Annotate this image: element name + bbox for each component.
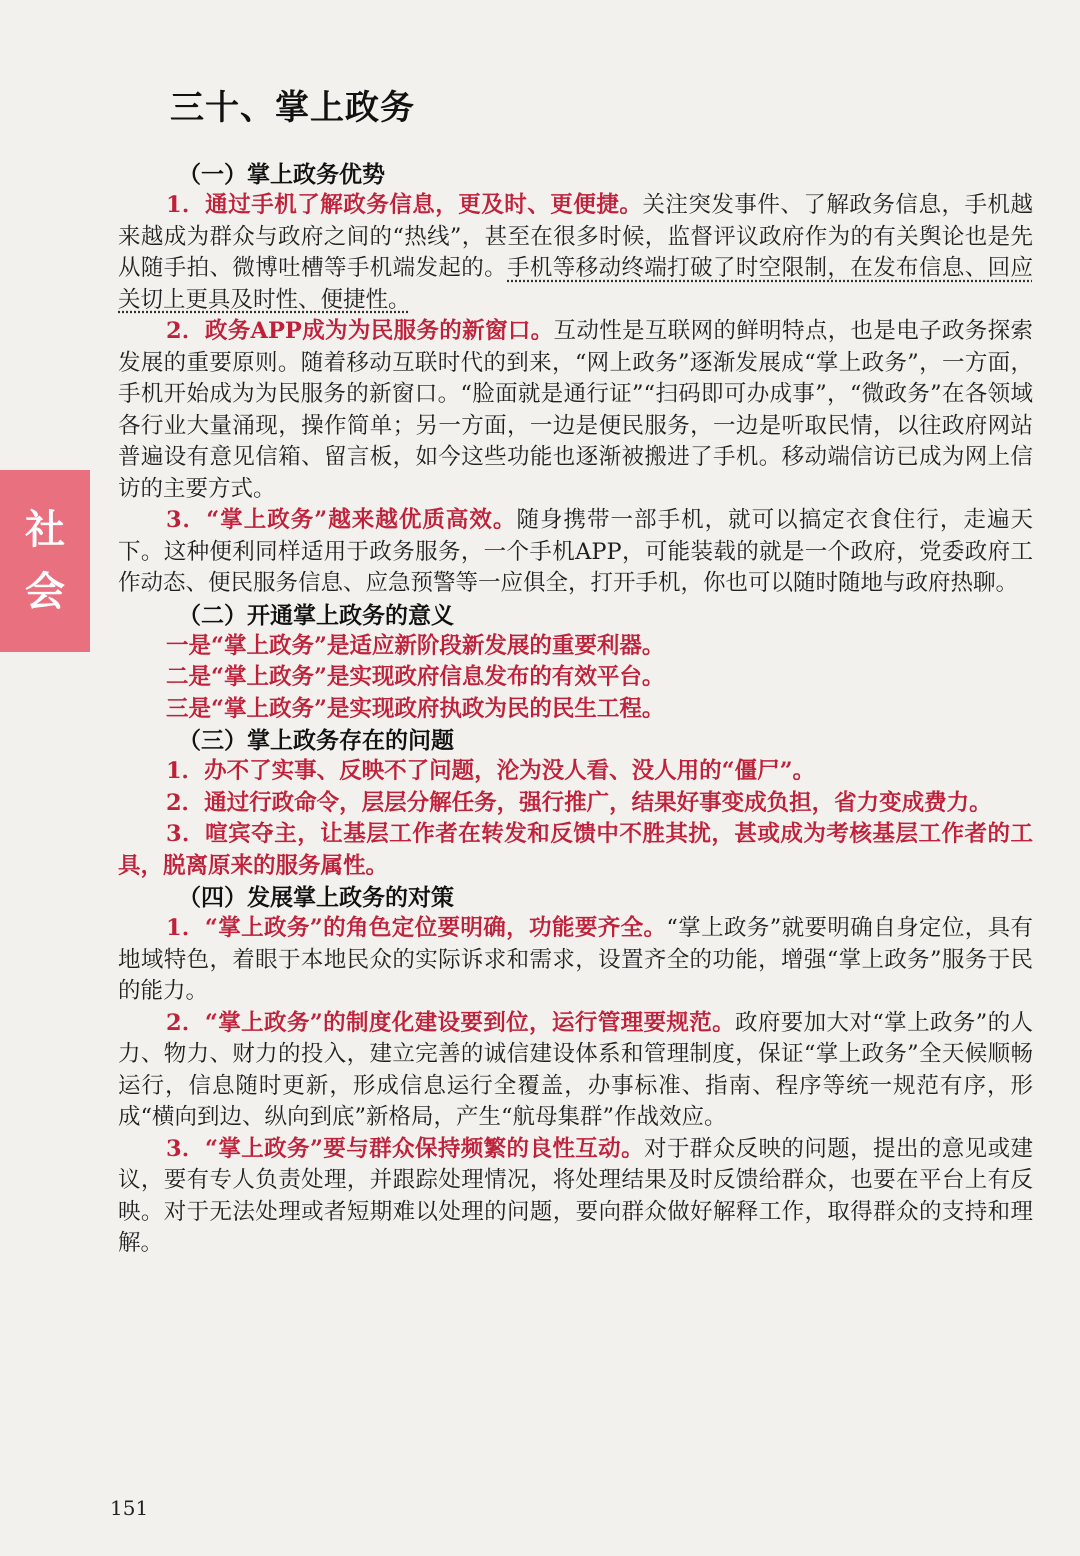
paragraph: [118, 1008, 1033, 1134]
section-heading: （四）发展掌上政务的对策: [178, 884, 454, 911]
paragraph-lead: 2．“掌上政务”的制度化建设要到位，运行管理要规范。: [166, 1009, 735, 1036]
paragraph-body: 政府要加大对“掌上政务”的人力、物力、财力的投入，建立完善的诚信建设体系和管理制度，保证“掌上政务”全天候顺畅运行，信息随时更新，形成信息运行全覆盖，办事标准、指南、程序等统一规范有序，形成“横向到边、纵向到底”新格局，产生“航母集群”作战效应。: [118, 1009, 1033, 1130]
key-point: 三是“掌上政务”是实现政府执政为民的民生工程。: [166, 695, 665, 722]
section-heading: （三）掌上政务存在的问题: [178, 727, 454, 754]
paragraph-body: 互动性是互联网的鲜明特点，也是电子政务探索发展的重要原则。随着移动互联时代的到来，“网上政务”逐渐发展成“掌上政务”，一方面，手机开始成为为民服务的新窗口。“脸面就是通行证”“扫码即可办成事”，“微政务”在各领域各行业大量涌现，操作简单；另一方面，一边是便民服务，一边是听取民情，以往政府网站普遍设有意见信箱、留言板，如今这些功能也逐渐被搬进了手机。移动端信访已成为网上信访的主要方式。: [118, 318, 1033, 502]
paragraph: [118, 316, 1033, 505]
side-tab-char: 会: [25, 568, 65, 615]
section-side-tab: [0, 470, 90, 652]
paragraph-body: 对于群众反映的问题，提出的意见或建议，要有专人负责处理，并跟踪处理情况，将处理结果及时反馈给群众，也要在平台上有反映。对于无法处理或者短期难以处理的问题，要向群众做好解释工作，取得群众的支持和理解。: [118, 1135, 1033, 1256]
paragraph-lead: 3．“掌上政务”越来越优质高效。: [166, 507, 517, 533]
paragraph-lead: 2．政务APP成为为民服务的新窗口。: [166, 318, 554, 344]
side-tab-char: 社: [25, 506, 65, 553]
page-number: 151: [110, 1496, 149, 1520]
paragraph: [118, 190, 1033, 316]
section-heading: （一）掌上政务优势: [178, 161, 385, 188]
page-content: [118, 80, 1033, 1260]
paragraph-lead: 3．“掌上政务”要与群众保持频繁的良性互动。: [166, 1135, 644, 1162]
paragraph-lead: 1．通过手机了解政务信息，更及时、更便捷。: [166, 192, 643, 218]
key-point: 2．通过行政命令，层层分解任务，强行推广，结果好事变成负担，省力变成费力。: [166, 789, 992, 816]
paragraph: [118, 913, 1033, 1008]
paragraph-body: “掌上政务”就要明确自身定位，具有地域特色，着眼于本地民众的实际诉求和需求，设置齐全的功能，增强“掌上政务”服务于民的能力。: [118, 915, 1033, 1004]
paragraph-body: 关注突发事件、了解政务信息，手机越来越成为群众与政府之间的“热线”，甚至在很多时候，监督评议政府作为的有关舆论也是先从随手拍、微博吐槽等手机端发起的。: [118, 192, 1033, 281]
page-title: 三十、掌上政务: [170, 88, 415, 128]
key-point: 3．喧宾夺主，让基层工作者在转发和反馈中不胜其扰，甚或成为考核基层工作者的工具，脱离原来的服务属性。: [118, 821, 1033, 879]
key-point: 1．办不了实事、反映不了问题，沦为没人看、没人用的“僵尸”。: [166, 758, 816, 784]
paragraph-lead: 1．“掌上政务”的角色定位要明确，功能要齐全。: [166, 915, 667, 941]
paragraph-body: 随身携带一部手机，就可以搞定衣食住行，走遍天下。这种便利同样适用于政务服务，一个手机APP，可能装载的就是一个政府，党委政府工作动态、便民服务信息、应急预警等一应俱全，打开手机，你也可以随时随地与政府热聊。: [118, 507, 1033, 596]
paragraph: [118, 1134, 1033, 1260]
paragraph: [118, 505, 1033, 600]
key-point: 二是“掌上政务”是实现政府信息发布的有效平台。: [166, 664, 665, 690]
section-heading: （二）开通掌上政务的意义: [178, 601, 454, 629]
key-point: 一是“掌上政务”是适应新阶段新发展的重要利器。: [166, 632, 665, 659]
underlined-text: 手机等移动终端打破了时空限制，在发布信息、回应关切上更具及时性、便捷性。: [118, 255, 1033, 313]
